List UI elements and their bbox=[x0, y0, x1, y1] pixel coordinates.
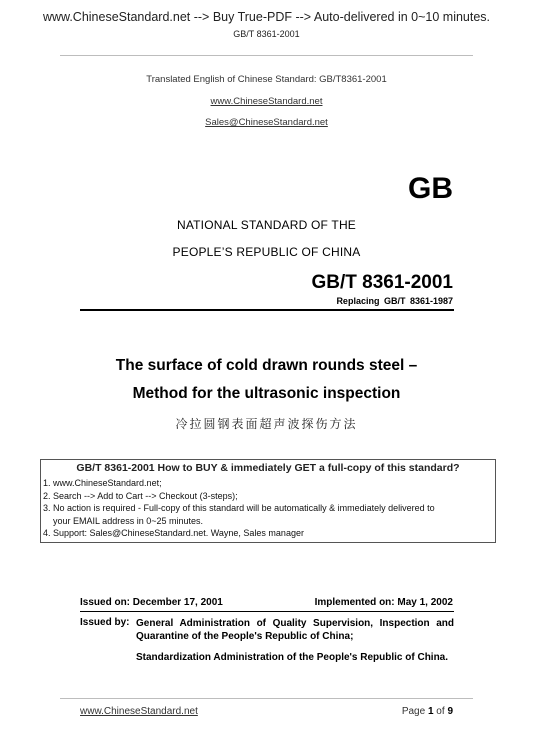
footer-divider bbox=[60, 698, 473, 699]
issued-by-label: Issued by: bbox=[80, 617, 130, 628]
gb-logo: GB bbox=[408, 172, 453, 205]
buy-step: 2. Search --> Add to Cart --> Checkout (3-steps); bbox=[43, 490, 238, 501]
buy-box-heading: GB/T 8361-2001 How to BUY & immediately GET a full-copy of this standard? bbox=[76, 462, 460, 474]
footer-website-link[interactable]: www.ChineseStandard.net bbox=[80, 706, 198, 717]
email-line bbox=[0, 117, 533, 128]
page-prefix: Page bbox=[401, 706, 428, 717]
translation-note: Translated English of Chinese Standard: GB/T8361-2001 bbox=[146, 74, 387, 85]
issued-on-date: Issued on: December 17, 2001 bbox=[80, 597, 223, 608]
national-standard-line-1: NATIONAL STANDARD OF THE bbox=[176, 218, 357, 232]
website-line bbox=[0, 96, 533, 107]
buy-step-continued: your EMAIL address in 0~25 minutes. bbox=[43, 515, 203, 526]
buy-step: 4. Support: Sales@ChineseStandard.net. Wayne, Sales manager bbox=[43, 528, 304, 539]
issuing-authority-2: Standardization Administration of the People's Republic of China. bbox=[136, 652, 449, 663]
page-number bbox=[402, 706, 453, 717]
header-divider bbox=[60, 55, 473, 56]
standard-code: GB/T 8361-2001 bbox=[311, 272, 453, 293]
page-current: 1 bbox=[427, 706, 434, 717]
national-standard-line-2: PEOPLE’S REPUBLIC OF CHINA bbox=[172, 245, 361, 259]
buy-step: 3. No action is required - Full-copy of this standard will be automatically & immediately delivered to bbox=[43, 503, 435, 514]
replacing-note: Replacing GB/T 8361-1987 bbox=[336, 296, 453, 306]
buy-info-box bbox=[40, 459, 496, 543]
email-link[interactable]: Sales@ChineseStandard.net bbox=[205, 117, 328, 128]
page-of: of bbox=[433, 706, 448, 717]
header-standard-code: GB/T 8361-2001 bbox=[233, 29, 300, 39]
document-title-line-2: Method for the ultrasonic inspection bbox=[132, 385, 401, 402]
dates-divider bbox=[80, 611, 454, 612]
chinese-title: 冷拉圆钢表面超声波探伤方法 bbox=[175, 417, 358, 431]
title-divider bbox=[80, 309, 454, 311]
page-total: 9 bbox=[447, 706, 453, 717]
buy-step[interactable]: 1. www.ChineseStandard.net; bbox=[43, 478, 162, 488]
buy-steps-list bbox=[43, 477, 435, 540]
top-banner: www.ChineseStandard.net --> Buy True-PDF --> Auto-delivered in 0~10 minutes. bbox=[42, 10, 491, 24]
implemented-on-date: Implemented on: May 1, 2002 bbox=[314, 597, 453, 608]
issuing-authority-1: General Administration of Quality Supervision, Inspection and Quarantine of the People's Republic of China; bbox=[136, 618, 454, 642]
website-link[interactable]: www.ChineseStandard.net bbox=[210, 96, 323, 107]
document-title-line-1: The surface of cold drawn rounds steel – bbox=[115, 357, 418, 374]
